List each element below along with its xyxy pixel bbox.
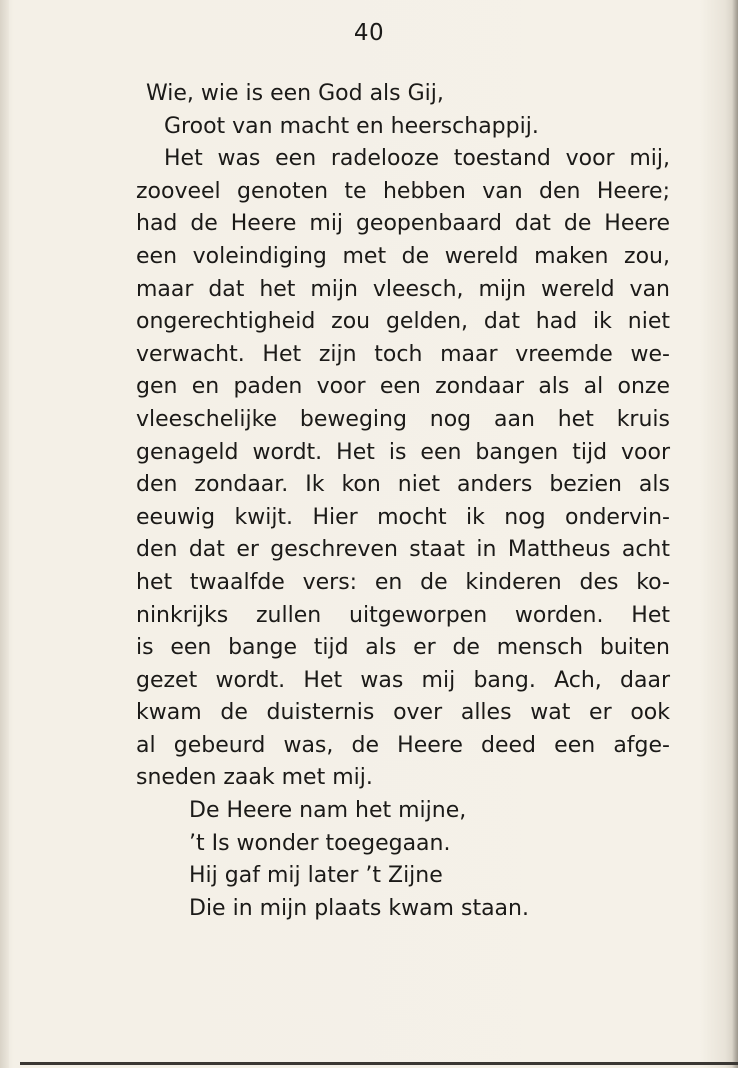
page-number: 40 (353, 20, 385, 46)
text-line: al gebeurd was, de Heere deed een afge- (136, 732, 670, 758)
text-line: den zondaar. Ik kon niet anders bezien als (136, 472, 670, 498)
text-line: gen en paden voor een zondaar als al onze (136, 374, 670, 400)
text-line: maar dat het mijn vleesch, mijn wereld van (136, 276, 670, 302)
text-line: ongerechtigheid zou gelden, dat had ik niet (136, 309, 670, 335)
text-line: zooveel genoten te hebben van den Heere; (136, 178, 670, 204)
text-line: is een bange tijd als er de mensch buiten (136, 635, 670, 661)
text-line: kwam de duisternis over alles wat er ook (136, 700, 670, 726)
text-line: Het was een radelooze toestand voor mij, (164, 146, 670, 172)
text-line: sneden zaak met mij. (136, 765, 373, 791)
text-line: eeuwig kwijt. Hier mocht ik nog ondervin- (136, 504, 670, 530)
text-line: het twaalfde vers: en de kinderen des ko- (136, 569, 670, 595)
text-line: had de Heere mij geopenbaard dat de Heere (136, 211, 670, 237)
verse-line: Die in mijn plaats kwam staan. (189, 895, 529, 921)
text-line: gezet wordt. Het was mij bang. Ach, daar (136, 667, 670, 693)
text-line: verwacht. Het zijn toch maar vreemde we- (136, 341, 670, 367)
verse-line: Groot van macht en heerschappij. (164, 113, 539, 139)
verse-line: ’t Is wonder toegegaan. (189, 830, 451, 856)
verse-line: Hij gaf mij later ’t Zijne (189, 863, 443, 889)
page-gutter (0, 0, 9, 1068)
body-text (136, 78, 670, 925)
bottom-rule (20, 1062, 738, 1065)
page-edge-shadow (732, 0, 738, 1068)
verse-line: Wie, wie is een God als Gij, (146, 81, 444, 106)
text-line: den dat er geschreven staat in Mattheus acht (136, 537, 670, 563)
text-line: een voleindiging met de wereld maken zou, (136, 243, 670, 269)
text-line: vleeschelijke beweging nog aan het kruis (136, 406, 670, 432)
text-line: ninkrijks zullen uitgeworpen worden. Het (136, 602, 670, 628)
text-line: genageld wordt. Het is een bangen tijd voor (136, 439, 670, 465)
verse-line: De Heere nam het mijne, (189, 798, 467, 824)
